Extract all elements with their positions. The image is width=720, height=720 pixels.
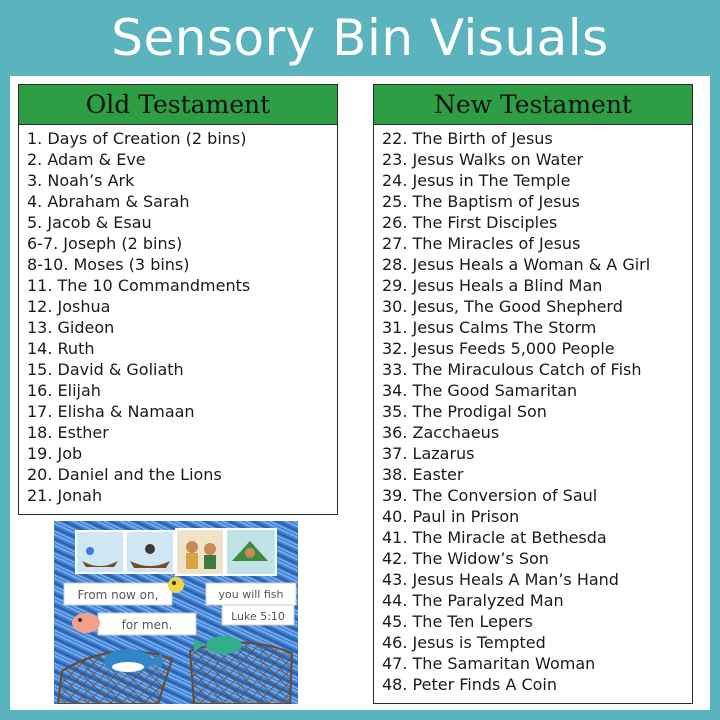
- list-item: 1. Days of Creation (2 bins): [27, 129, 247, 148]
- list-item: 37. Lazarus: [382, 444, 475, 463]
- list-item: 25. The Baptism of Jesus: [382, 192, 580, 211]
- list-item: 16. Elijah: [27, 381, 101, 400]
- old-testament-panel: [18, 84, 338, 515]
- new-testament-list: [382, 128, 650, 695]
- list-item: 13. Gideon: [27, 318, 115, 337]
- card-from-now-on: From now on,: [77, 588, 159, 602]
- list-item: 28. Jesus Heals a Woman & A Girl: [382, 255, 651, 274]
- list-item: 47. The Samaritan Woman: [382, 654, 596, 673]
- list-item: 4. Abraham & Sarah: [27, 192, 190, 211]
- list-item: 31. Jesus Calms The Storm: [382, 318, 597, 337]
- new-testament-panel: [373, 84, 693, 704]
- list-item: 29. Jesus Heals a Blind Man: [382, 276, 603, 295]
- list-item: 46. Jesus is Tempted: [382, 633, 546, 652]
- list-item: 2. Adam & Eve: [27, 150, 146, 169]
- list-item: 33. The Miraculous Catch of Fish: [382, 360, 642, 379]
- list-item: 26. The First Disciples: [382, 213, 558, 232]
- list-item: 8-10. Moses (3 bins): [27, 255, 190, 274]
- list-item: 22. The Birth of Jesus: [382, 129, 553, 148]
- list-item: 39. The Conversion of Saul: [382, 486, 598, 505]
- list-item: 42. The Widow’s Son: [382, 549, 549, 568]
- card-for-men: for men.: [121, 618, 173, 632]
- list-item: 12. Joshua: [27, 297, 111, 316]
- list-item: 43. Jesus Heals A Man’s Hand: [382, 570, 619, 589]
- list-item: 48. Peter Finds A Coin: [382, 675, 558, 694]
- card-you-will-fish: you will fish: [218, 588, 284, 601]
- list-item: 27. The Miracles of Jesus: [382, 234, 581, 253]
- list-item: 32. Jesus Feeds 5,000 People: [382, 339, 615, 358]
- list-item: 41. The Miracle at Bethesda: [382, 528, 607, 547]
- list-item: 11. The 10 Commandments: [27, 276, 251, 295]
- card-luke-reference: Luke 5:10: [231, 610, 285, 623]
- list-item: 6-7. Joseph (2 bins): [27, 234, 183, 253]
- list-item: 38. Easter: [382, 465, 464, 484]
- list-item: 40. Paul in Prison: [382, 507, 520, 526]
- list-item: 5. Jacob & Esau: [27, 213, 152, 232]
- list-item: 14. Ruth: [27, 339, 95, 358]
- sensory-bin-photo: [54, 521, 298, 704]
- list-item: 20. Daniel and the Lions: [27, 465, 222, 484]
- list-item: 3. Noah’s Ark: [27, 171, 135, 190]
- list-item: 24. Jesus in The Temple: [382, 171, 571, 190]
- list-item: 30. Jesus, The Good Shepherd: [382, 297, 623, 316]
- old-testament-header: Old Testament: [19, 85, 337, 125]
- toy-fish-yellow: [168, 577, 184, 593]
- list-item: 35. The Prodigal Son: [382, 402, 547, 421]
- list-item: 34. The Good Samaritan: [382, 381, 578, 400]
- list-item: 15. David & Goliath: [27, 360, 184, 379]
- list-item: 45. The Ten Lepers: [382, 612, 533, 631]
- toy-fish-pink: [72, 613, 100, 633]
- list-item: 18. Esther: [27, 423, 109, 442]
- list-item: 21. Jonah: [27, 486, 103, 505]
- list-item: 17. Elisha & Namaan: [27, 402, 195, 421]
- new-testament-header: New Testament: [374, 85, 692, 125]
- list-item: 19. Job: [27, 444, 83, 463]
- old-testament-list: [27, 128, 250, 506]
- picture-cards: [76, 529, 276, 575]
- list-item: 23. Jesus Walks on Water: [382, 150, 584, 169]
- page-title: Sensory Bin Visuals: [111, 9, 609, 67]
- list-item: 36. Zacchaeus: [382, 423, 500, 442]
- list-item: 44. The Paralyzed Man: [382, 591, 564, 610]
